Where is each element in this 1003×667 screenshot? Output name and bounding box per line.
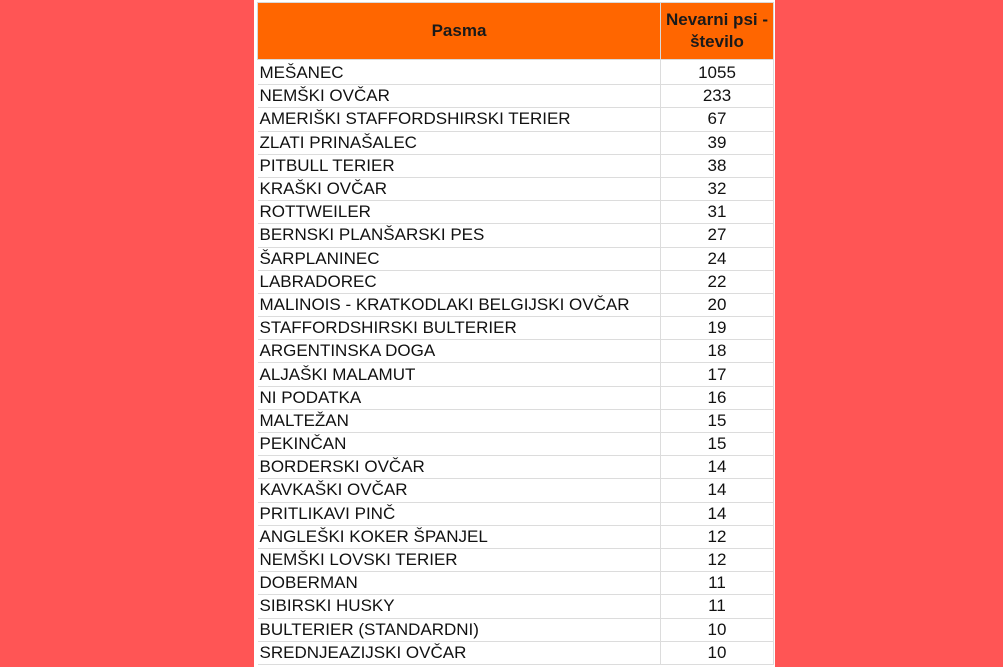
breed-cell: PEKINČAN: [258, 433, 661, 456]
breed-cell: KRAŠKI OVČAR: [258, 177, 661, 200]
count-column-header: Nevarni psi - število: [661, 3, 774, 60]
breed-cell: MALTEŽAN: [258, 409, 661, 432]
breed-cell: NEMŠKI LOVSKI TERIER: [258, 548, 661, 571]
count-cell: 11: [661, 595, 774, 618]
breed-cell: MALINOIS - KRATKODLAKI BELGIJSKI OVČAR: [258, 293, 661, 316]
breed-cell: BERNSKI PLANŠARSKI PES: [258, 224, 661, 247]
breed-cell: LABRADOREC: [258, 270, 661, 293]
table-row: [258, 433, 774, 456]
count-cell: 67: [661, 108, 774, 131]
count-cell: 19: [661, 317, 774, 340]
count-cell: 10: [661, 618, 774, 641]
table-row: [258, 85, 774, 108]
table-row: [258, 270, 774, 293]
breed-cell: ZLATI PRINAŠALEC: [258, 131, 661, 154]
count-cell: 1055: [661, 62, 774, 85]
count-cell: 14: [661, 479, 774, 502]
breed-cell: DOBERMAN: [258, 572, 661, 595]
breed-cell: ARGENTINSKA DOGA: [258, 340, 661, 363]
table-row: [258, 386, 774, 409]
count-cell: 16: [661, 386, 774, 409]
breed-table: [257, 2, 774, 665]
table-row: [258, 108, 774, 131]
breed-cell: MEŠANEC: [258, 62, 661, 85]
breed-column-header: Pasma: [258, 3, 661, 60]
header-row: [258, 3, 774, 60]
count-cell: 39: [661, 131, 774, 154]
count-cell: 14: [661, 456, 774, 479]
count-cell: 32: [661, 177, 774, 200]
count-cell: 31: [661, 201, 774, 224]
table-row: [258, 409, 774, 432]
spreadsheet-page: [254, 0, 775, 667]
breed-cell: ROTTWEILER: [258, 201, 661, 224]
count-cell: 24: [661, 247, 774, 270]
count-cell: 27: [661, 224, 774, 247]
count-cell: 11: [661, 572, 774, 595]
table-row: [258, 502, 774, 525]
table-row: [258, 340, 774, 363]
table-row: [258, 525, 774, 548]
count-cell: 15: [661, 409, 774, 432]
count-cell: 22: [661, 270, 774, 293]
count-cell: 18: [661, 340, 774, 363]
breed-cell: BULTERIER (STANDARDNI): [258, 618, 661, 641]
table-row: [258, 154, 774, 177]
table-row: [258, 224, 774, 247]
table-row: [258, 201, 774, 224]
count-cell: 12: [661, 525, 774, 548]
table-row: [258, 247, 774, 270]
table-row: [258, 479, 774, 502]
count-cell: 10: [661, 641, 774, 664]
breed-cell: STAFFORDSHIRSKI BULTERIER: [258, 317, 661, 340]
count-cell: 233: [661, 85, 774, 108]
table-row: [258, 618, 774, 641]
count-cell: 15: [661, 433, 774, 456]
table-row: [258, 363, 774, 386]
breed-cell: NEMŠKI OVČAR: [258, 85, 661, 108]
count-cell: 14: [661, 502, 774, 525]
breed-cell: AMERIŠKI STAFFORDSHIRSKI TERIER: [258, 108, 661, 131]
breed-cell: BORDERSKI OVČAR: [258, 456, 661, 479]
breed-cell: PRITLIKAVI PINČ: [258, 502, 661, 525]
breed-cell: SIBIRSKI HUSKY: [258, 595, 661, 618]
table-row: [258, 572, 774, 595]
breed-cell: KAVKAŠKI OVČAR: [258, 479, 661, 502]
count-cell: 12: [661, 548, 774, 571]
table-row: [258, 62, 774, 85]
breed-cell: NI PODATKA: [258, 386, 661, 409]
count-cell: 20: [661, 293, 774, 316]
breed-cell: ANGLEŠKI KOKER ŠPANJEL: [258, 525, 661, 548]
table-row: [258, 177, 774, 200]
table-row: [258, 456, 774, 479]
count-cell: 17: [661, 363, 774, 386]
breed-cell: ALJAŠKI MALAMUT: [258, 363, 661, 386]
count-cell: 38: [661, 154, 774, 177]
table-row: [258, 641, 774, 664]
table-row: [258, 131, 774, 154]
table-row: [258, 595, 774, 618]
table-row: [258, 317, 774, 340]
table-row: [258, 293, 774, 316]
breed-cell: ŠARPLANINEC: [258, 247, 661, 270]
breed-cell: PITBULL TERIER: [258, 154, 661, 177]
table-row: [258, 548, 774, 571]
breed-cell: SREDNJEAZIJSKI OVČAR: [258, 641, 661, 664]
